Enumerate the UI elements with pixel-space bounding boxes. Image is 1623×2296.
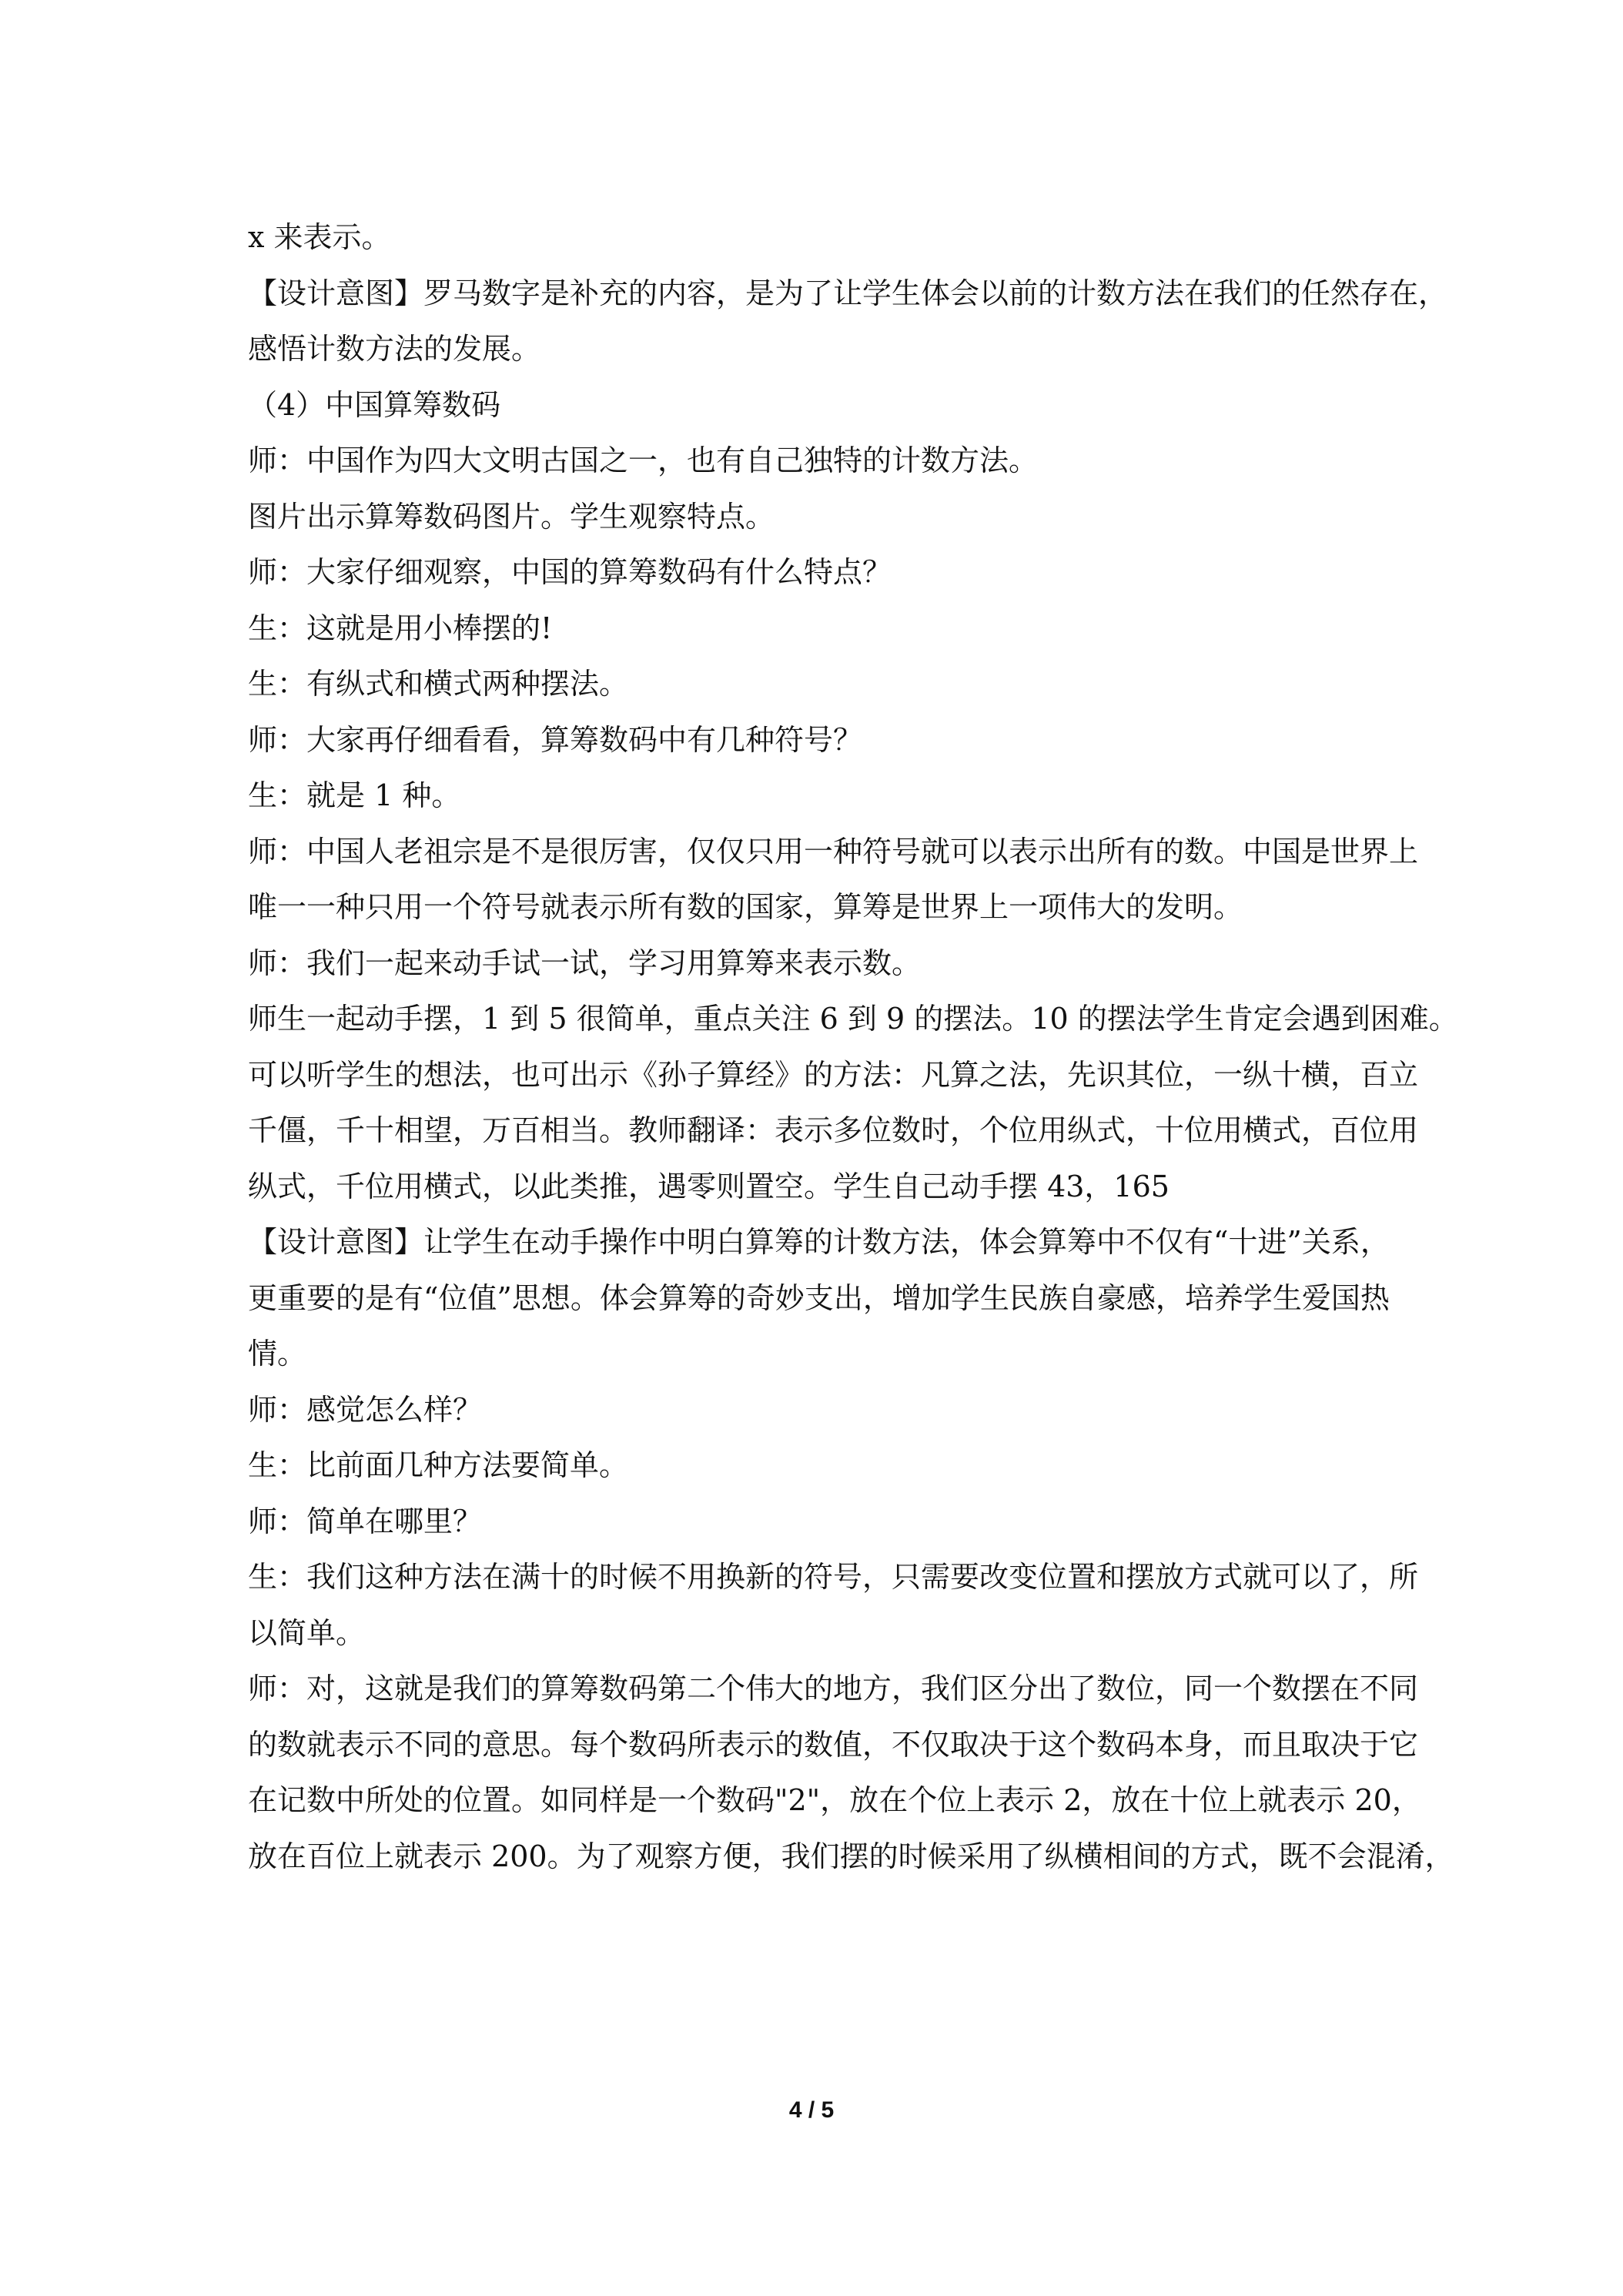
text-line: 放在百位上就表示 200。为了观察方便，我们摆的时候采用了纵横相间的方式，既不会混淆， — [248, 1839, 1454, 1873]
text-line: 情。 — [248, 1337, 307, 1371]
text-line: 在记数中所处的位置。如同样是一个数码"2"，放在个位上表示 2，放在十位上就表示 20， — [248, 1783, 1421, 1817]
text-line: 以简单。 — [248, 1615, 366, 1650]
text-line: 师：感觉怎么样？ — [248, 1392, 483, 1427]
text-line: 师：中国作为四大文明古国之一，也有自己独特的计数方法。 — [248, 443, 1039, 477]
text-line: 唯一一种只用一个符号就表示所有数的国家，算筹是世界上一项伟大的发明。 — [248, 890, 1243, 924]
text-line: 纵式，千位用横式，以此类推，遇零则置空。学生自己动手摆 43，165 — [248, 1169, 1170, 1203]
text-line: 师：大家仔细观察，中国的算筹数码有什么特点？ — [248, 555, 892, 589]
text-line: 千僵，千十相望，万百相当。教师翻译：表示多位数时，个位用纵式，十位用横式，百位用 — [248, 1113, 1419, 1147]
text-line: 可以听学生的想法，也可出示《孙子算经》的方法：凡算之法，先识其位，一纵十横，百立 — [248, 1057, 1419, 1092]
text-line: 生：这就是用小棒摆的! — [248, 611, 553, 645]
text-line: 的数就表示不同的意思。每个数码所表示的数值，不仅取决于这个数码本身，而且取决于它 — [248, 1727, 1419, 1762]
section-heading: （4）中国算筹数码 — [248, 387, 501, 422]
text-line: 师：对，这就是我们的算筹数码第二个伟大的地方，我们区分出了数位，同一个数摆在不同 — [248, 1672, 1419, 1705]
text-line: 师：中国人老祖宗是不是很厉害，仅仅只用一种符号就可以表示出所有的数。中国是世界上 — [248, 834, 1419, 869]
text-line: 生：就是 1 种。 — [248, 778, 461, 812]
text-line: 更重要的是有“位值”思想。体会算筹的奇妙支出，增加学生民族自豪感，培养学生爱国热 — [248, 1280, 1390, 1315]
text-line: 感悟计数方法的发展。 — [248, 332, 541, 366]
document-body — [248, 209, 1458, 1884]
text-line: 师：简单在哪里？ — [248, 1504, 483, 1538]
text-line: 生：有纵式和横式两种摆法。 — [248, 667, 629, 701]
text-line: 师：大家再仔细看看，算筹数码中有几种符号？ — [248, 722, 863, 757]
text-line: 【设计意图】让学生在动手操作中明白算筹的计数方法，体会算筹中不仅有“十进”关系， — [248, 1225, 1390, 1259]
text-line: 【设计意图】罗马数字是补充的内容，是为了让学生体会以前的计数方法在我们的任然存在， — [248, 276, 1448, 310]
text-line: x 来表示。 — [248, 220, 391, 254]
text-line: 师：我们一起来动手试一试，学习用算筹来表示数。 — [248, 946, 922, 980]
text-line: 生：比前面几种方法要简单。 — [248, 1448, 629, 1482]
text-line: 生：我们这种方法在满十的时候不用换新的符号，只需要改变位置和摆放方式就可以了，所 — [248, 1560, 1419, 1594]
page-number: 4 / 5 — [788, 2097, 835, 2123]
text-line: 图片出示算筹数码图片。学生观察特点。 — [248, 499, 775, 534]
text-line: 师生一起动手摆，1 到 5 很简单，重点关注 6 到 9 的摆法。10 的摆法学生肯定会遇到困难。 — [248, 1002, 1458, 1036]
